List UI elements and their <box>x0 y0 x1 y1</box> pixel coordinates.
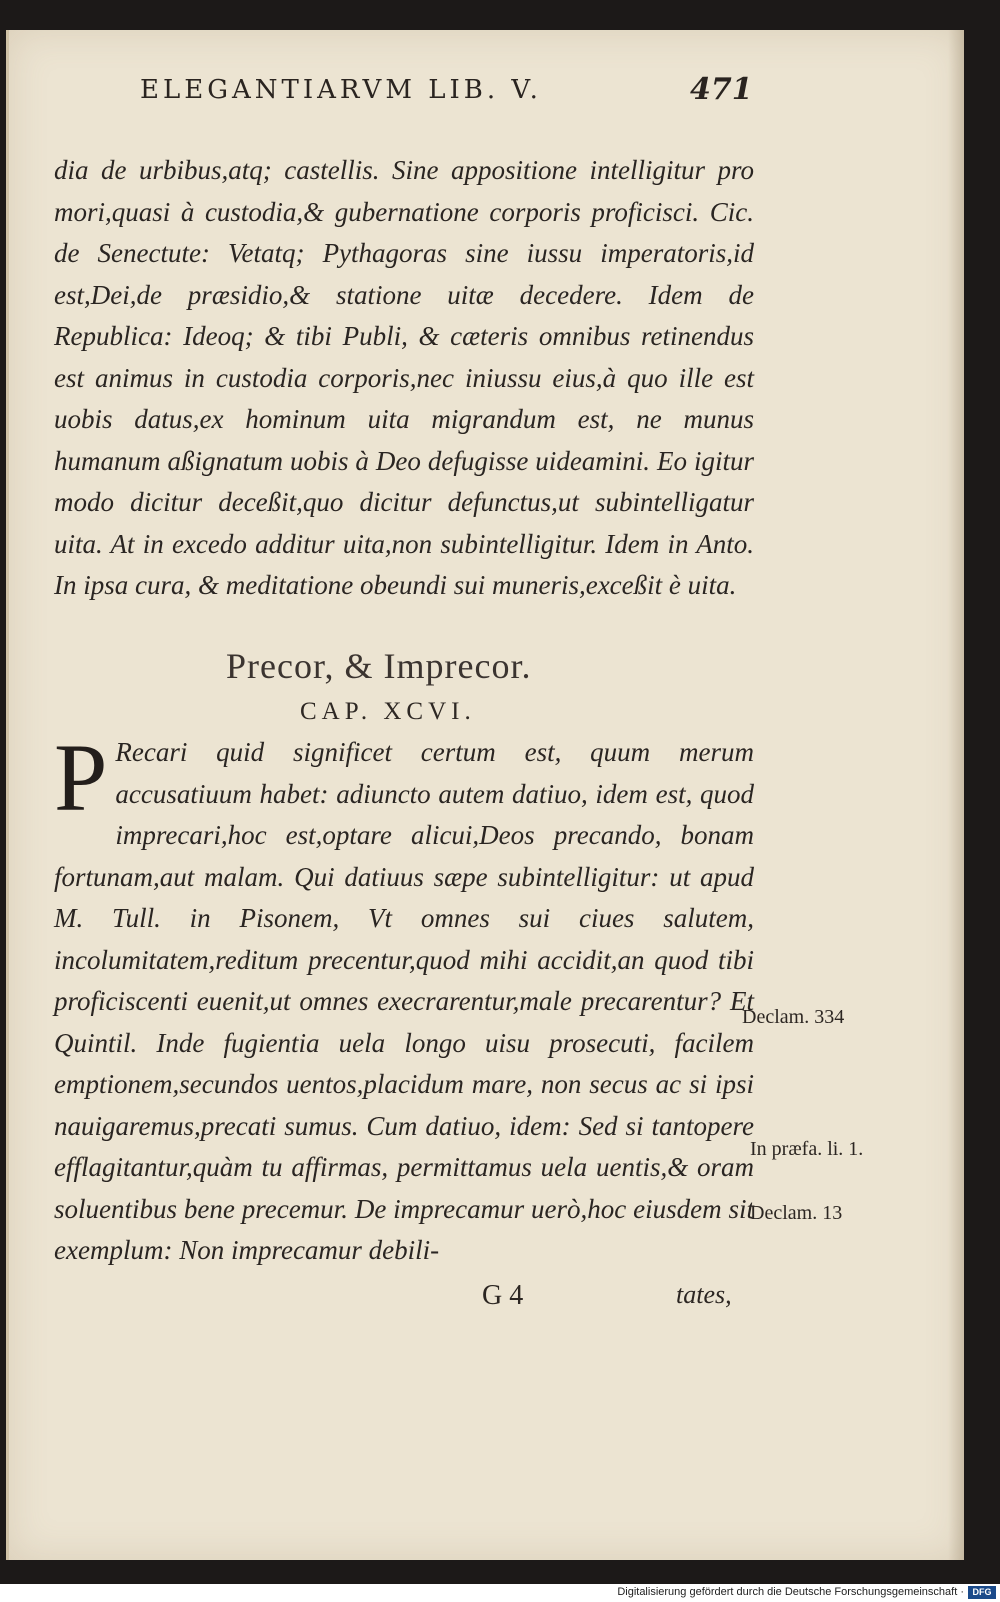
margin-note: Declam. 13 <box>750 1202 843 1224</box>
digitization-credit: Digitalisierung gefördert durch die Deutsche Forschungsgemeinschaft · <box>617 1586 964 1598</box>
margin-note: In præfa. li. 1. <box>750 1138 864 1160</box>
chapter-title: Precor, & Imprecor. <box>226 646 532 686</box>
running-head: ELEGANTIARVM LIB. V. <box>140 75 542 105</box>
signature-mark: G 4 <box>482 1280 524 1311</box>
margin-note: Declam. 334 <box>742 1006 845 1028</box>
top-paragraph <box>54 150 754 607</box>
main-paragraph <box>54 724 754 1272</box>
main-paragraph-body <box>54 724 754 1272</box>
page-number: 471 <box>690 72 753 107</box>
main-paragraph-text: Recari quid significet certum est, quum merum accusatiuum habet: adiuncto autem datiuo, idem est, quod imprecari,hoc est,optare alicui,Deos precando, bonam fortunam,aut malam. Qui datiuus sæpe subintelligitur: ut apud M. Tull. in Pisonem, Vt omnes sui ciues salutem, incolumitatem,reditum precentur,quod mihi accidit,an quod tibi proficiscenti euenit,ut omnes execrarentur,male precarentur? Et Quintil. Inde fugientia uela longo uisu prosecuti, facilem emptionem,secundos uentos,placidum mare, non secus ac si ipsi nauigaremus,precati sumus. Cum datiuo, idem: Sed si tantopere efflagitantur,quàm tu affirmas, permittamus uela uentis,& oram soluentibus bene precemur. De imprecamur uerò,hoc eiusdem sit exemplum: Non imprecamur debili- <box>54 737 754 1265</box>
dfg-logo-icon: DFG <box>968 1586 996 1599</box>
catchword: tates, <box>676 1280 732 1309</box>
page-edge-shadow <box>948 30 964 1560</box>
chapter-number: CAP. XCVI. <box>300 698 476 725</box>
dropcap-initial: P <box>54 724 108 831</box>
top-paragraph-text: dia de urbibus,atq; castellis. Sine appositione intelligitur pro mori,quasi à custodia,& gubernatione corporis proficisci. Cic. de Senectute: Vetatq; Pythagoras sine iussu imperatoris,id est,Dei,de præsidio,& statione uitæ decedere. Idem de Republica: Ideoq; & tibi Publi, & cæteris omnibus retinendus est animus in custodia corporis,nec iniussu eius,à quo ille est uobis datus,ex hominum uita migrandum est, ne munus humanum aßignatum uobis à Deo defugisse uideamini. Eo igitur modo dicitur deceßit,quo dicitur defunctus,ut subintelligatur uita. At in excedo additur uita,non subintelligitur. Idem in Anto. In ipsa cura, & meditatione obeundi sui muneris,exceßit è uita. <box>54 155 754 600</box>
